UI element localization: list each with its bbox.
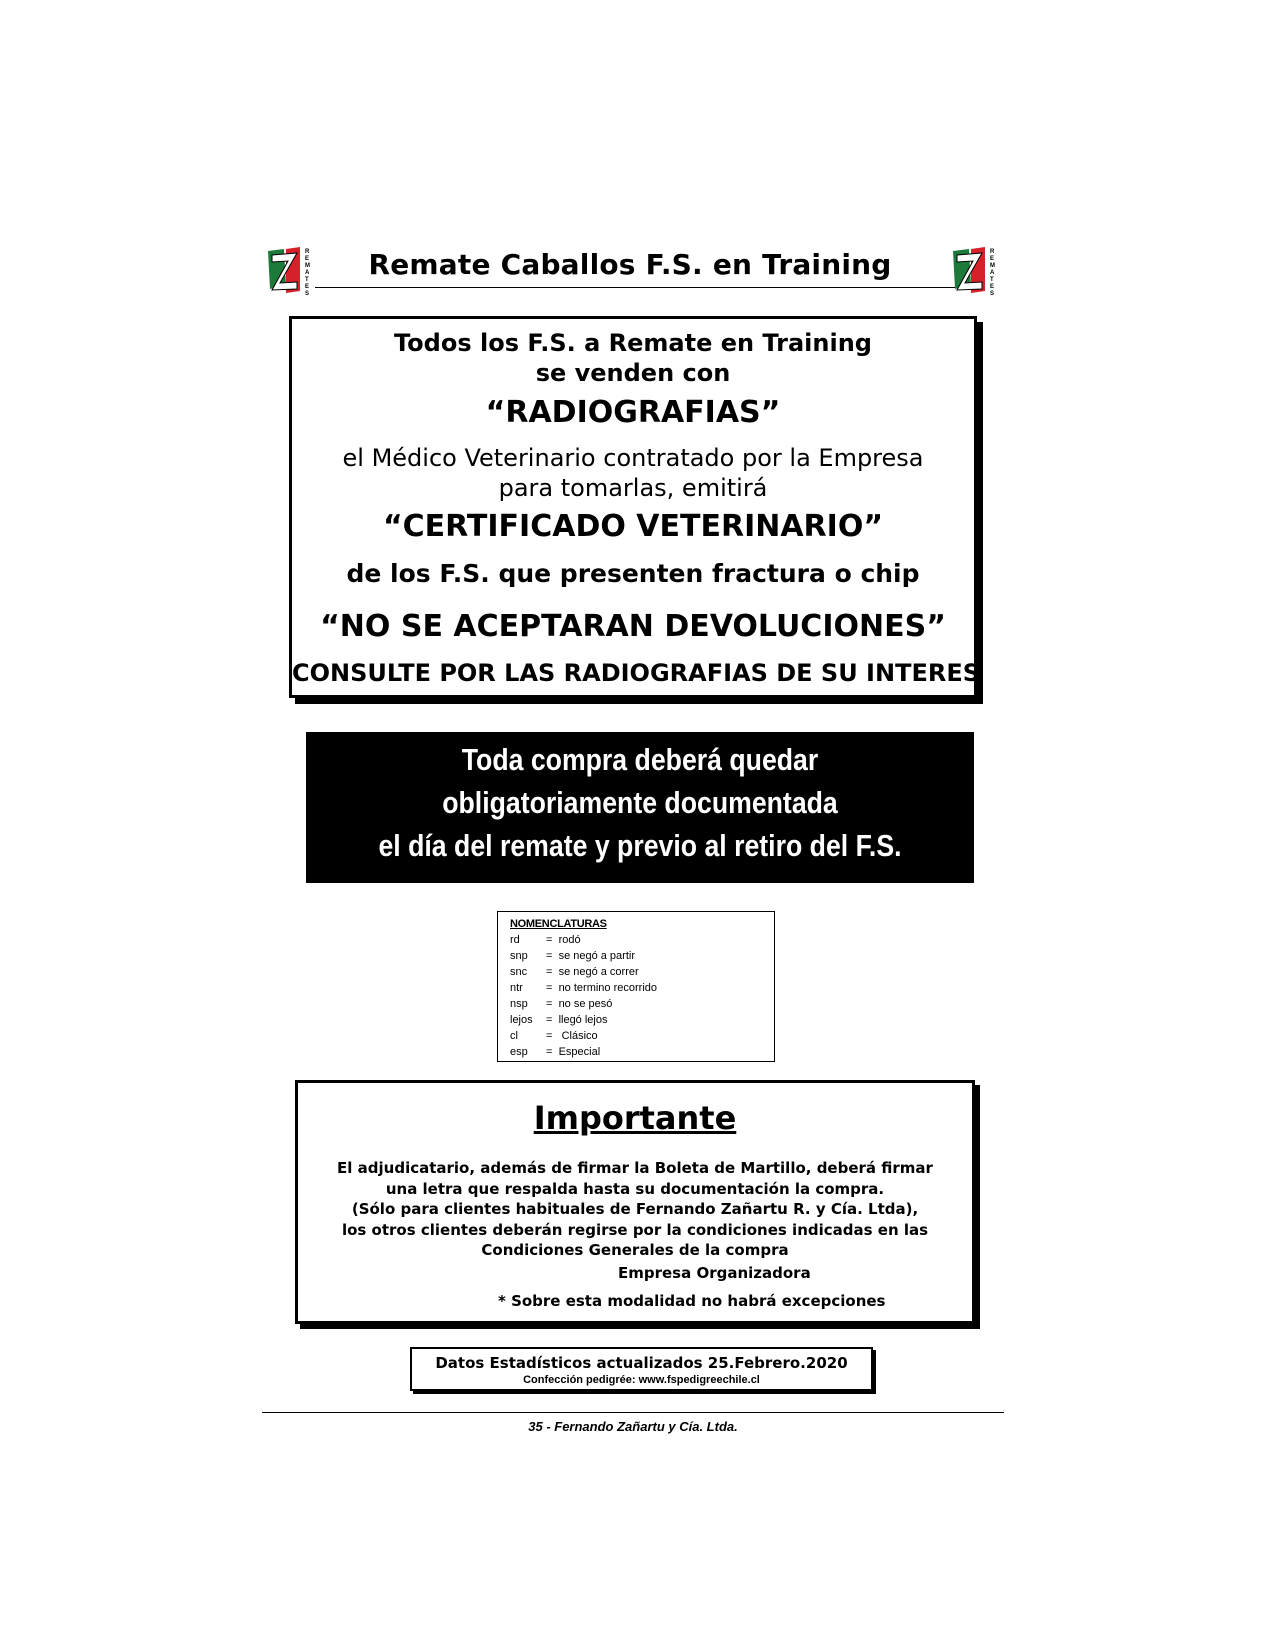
notice-line: para tomarlas, emitirá [498,474,768,502]
nomenclatura-row [510,948,635,964]
nomenclatura-row [510,1044,600,1060]
importante-body-line: El adjudicatario, además de firmar la Boleta de Martillo, deberá firmar [337,1159,933,1177]
footer-rule [262,1412,1004,1413]
nomenclatura-eq: = [546,950,553,962]
nomenclatura-eq: = [546,966,553,978]
nomenclatura-abbr: rd [510,934,520,946]
nomenclatura-abbr: lejos [510,1014,533,1026]
nomenclatura-meaning: se negó a correr [558,966,639,978]
notice-line: se venden con [535,359,731,387]
importante-organizer: Empresa Organizadora [618,1264,811,1282]
radiografias-notice-box [289,316,980,698]
compra-line: el día del remate y previo al retiro del F.S. [378,828,902,863]
svg-text:R: R [990,249,995,255]
notice-heading-devoluciones: “NO SE ACEPTARAN DEVOLUCIONES” [320,609,946,644]
nomenclaturas-title: NOMENCLATURAS [510,918,607,930]
nomenclatura-meaning: se negó a partir [558,950,635,962]
importante-box [295,1080,975,1324]
svg-text:E: E [990,256,995,262]
notice-line: el Médico Veterinario contratado por la Empresa [342,444,924,472]
svg-text:S: S [990,291,995,295]
nomenclatura-row [510,1012,607,1028]
nomenclatura-meaning: rodó [558,934,581,946]
notice-line-consulte: CONSULTE POR LAS RADIOGRAFIAS DE SU INTERES [292,659,980,687]
nomenclatura-row [510,980,657,996]
nomenclatura-meaning: Especial [558,1046,601,1058]
importante-body-line: (Sólo para clientes habituales de Fernando Zañartu R. y Cía. Ltda), [351,1200,919,1218]
importante-title: Importante [533,1099,737,1137]
importante-note: * Sobre esta modalidad no habrá excepciones [498,1292,886,1310]
svg-text:M: M [990,263,995,269]
nomenclatura-abbr: ntr [510,982,523,994]
nomenclatura-abbr: nsp [510,998,528,1010]
nomenclatura-eq: = [546,1046,553,1058]
nomenclatura-eq: = [546,1014,553,1026]
nomenclatura-meaning: llegó lejos [558,1014,608,1026]
nomenclatura-abbr: snp [510,950,528,962]
notice-line: Todos los F.S. a Remate en Training [394,329,872,357]
nomenclatura-row [510,1028,598,1044]
svg-text:E: E [305,284,310,290]
nomenclatura-abbr: esp [510,1046,528,1058]
nomenclatura-meaning: Clásico [561,1030,598,1042]
svg-text:E: E [305,256,310,262]
importante-body-line: Condiciones Generales de la compra [481,1241,789,1259]
svg-text:E: E [990,284,995,290]
importante-body [298,1158,972,1261]
importante-body-line: los otros clientes deberán regirse por la condiciones indicadas en las [341,1220,929,1239]
header-rule [315,287,965,288]
notice-line: de los F.S. que presenten fractura o chip [346,559,920,588]
notice-heading-certificado: “CERTIFICADO VETERINARIO” [382,509,884,544]
compra-notice-box [306,732,974,883]
nomenclaturas-box [497,911,775,1062]
svg-text:A: A [305,270,310,276]
nomenclatura-abbr: cl [510,1030,518,1042]
page-title: Remate Caballos F.S. en Training [368,248,892,281]
importante-body-line: una letra que respalda hasta su documentación la compra. [385,1179,885,1198]
nomenclatura-eq: = [546,998,553,1010]
compra-line: Toda compra deberá quedar [461,742,819,777]
svg-text:A: A [990,270,995,276]
datos-updated-text: Datos Estadísticos actualizados 25.Febrero.2020 [435,1354,848,1372]
nomenclatura-eq: = [546,982,553,994]
nomenclatura-abbr: snc [510,966,528,978]
datos-pedigree-text: Confección pedigrée: www.fspedigreechile.cl [523,1374,760,1386]
compra-line: obligatoriamente documentada [442,785,838,820]
datos-box [410,1347,873,1391]
notice-heading-radiografias: “RADIOGRAFIAS” [485,395,781,430]
nomenclatura-meaning: no termino recorrido [558,982,657,994]
page-footer: 35 - Fernando Zañartu y Cía. Ltda. [528,1419,738,1434]
nomenclatura-row [510,996,612,1012]
nomenclatura-eq: = [546,1030,553,1042]
svg-text:R: R [305,249,310,255]
svg-text:T: T [990,277,994,283]
nomenclatura-row [510,932,581,948]
company-logo-right [951,245,1005,295]
svg-text:T: T [305,277,309,283]
company-logo-left [266,245,320,295]
nomenclatura-row [510,964,639,980]
nomenclatura-meaning: no se pesó [558,998,613,1010]
svg-text:M: M [305,263,310,269]
svg-text:S: S [305,291,310,295]
nomenclatura-eq: = [546,934,553,946]
